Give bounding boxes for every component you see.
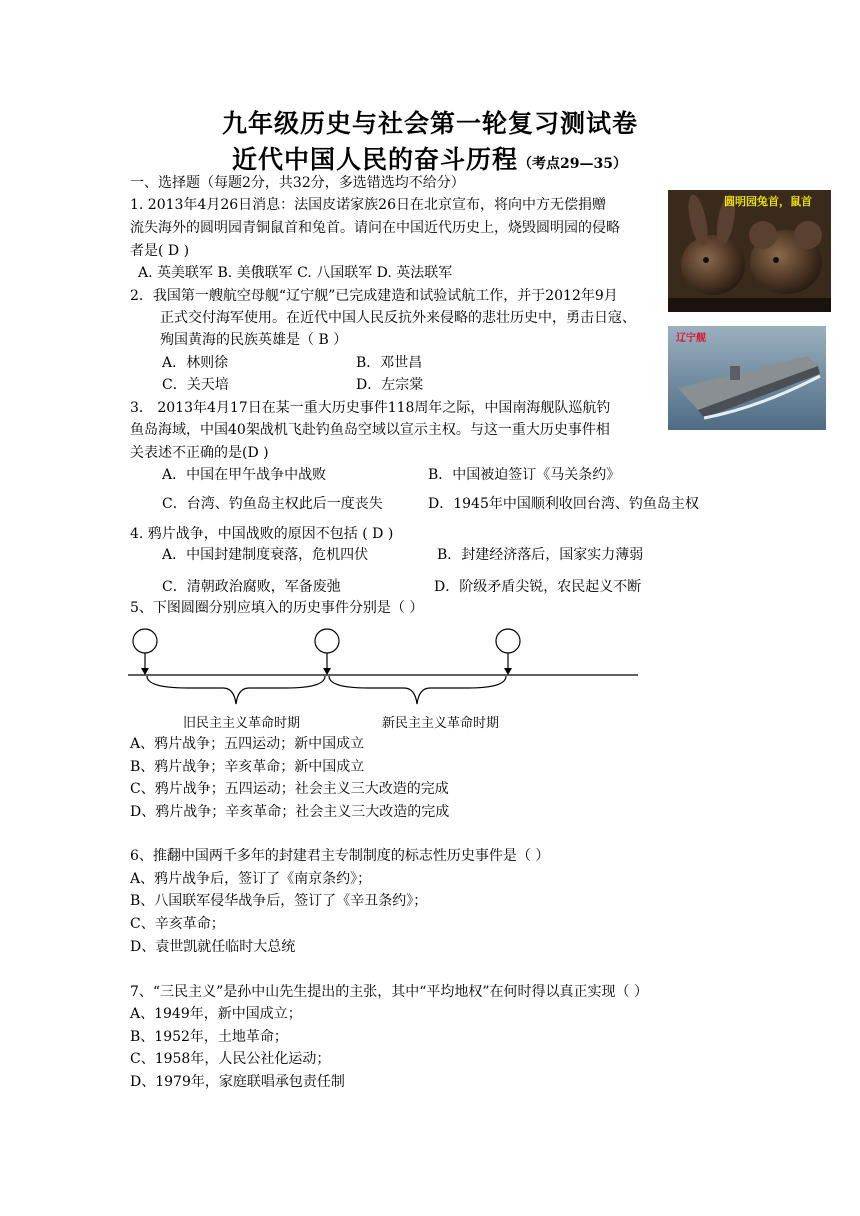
q7-line1: 7、“三民主义”是孙中山先生提出的主张，其中“平均地权”在何时得以真正实现（ ） [130, 984, 648, 1000]
q2-line3: 殉国黄海的民族英雄是（ B ） [160, 332, 348, 348]
q4-option-c: C．清朝政治腐败，军备废弛 [162, 579, 341, 595]
section-heading: 一、选择题（每题2分，共32分，多选错选均不给分） [130, 175, 465, 191]
q1-line1: 1. 2013年4月26日消息：法国皮诺家族26日在北京宣布，将向中方无偿捐赠 [130, 197, 606, 213]
q4-option-d: D．阶级矛盾尖锐，农民起义不断 [434, 579, 642, 595]
q2-line1: 2．我国第一艘航空母舰“辽宁舰”已完成建造和试验试航工作，并于2012年9月 [130, 288, 618, 304]
q5-option-c: C、鸦片战争；五四运动；社会主义三大改造的完成 [130, 781, 449, 797]
q3-line1: 3． 2013年4月17日在某一重大历史事件118周年之际，中国南海舰队巡航钓 [130, 400, 611, 416]
subtitle-text: 近代中国人民的奋斗历程 [232, 145, 519, 174]
q2-option-a: A．林则徐 [162, 355, 229, 371]
q1-line2: 流失海外的圆明园青铜鼠首和兔首。请问在中国近代历史上，烧毁圆明园的侵略 [130, 220, 620, 236]
q3-line3: 关表述不正确的是(D ) [130, 445, 269, 461]
q6-option-a: A、鸦片战争后，签订了《南京条约》； [130, 871, 372, 887]
q4-line1: 4. 鸦片战争，中国战败的原因不包括 ( D ) [130, 526, 394, 542]
label-new-democratic: 新民主主义革命时期 [382, 716, 500, 731]
q4-option-b: B．封建经济落后，国家实力薄弱 [437, 547, 644, 563]
q2-line2: 正式交付海军使用。在近代中国人民反抗外来侵略的悲壮历史中，勇击日寇、 [160, 310, 636, 326]
q2-option-c: C．关天培 [162, 377, 229, 393]
q6-option-b: B、八国联军侵华战争后，签订了《辛丑条约》； [130, 893, 428, 909]
carrier-caption: 辽宁舰 [676, 333, 706, 344]
q3-option-d: D．1945年中国顺利收回台湾、钓鱼岛主权 [428, 496, 699, 512]
carrier-photo [668, 326, 826, 430]
q7-option-a: A、1949年，新中国成立； [130, 1006, 302, 1022]
q6-line1: 6、推翻中国两千多年的封建君主专制制度的标志性历史事件是（ ） [130, 848, 550, 864]
page-title: 九年级历史与社会第一轮复习测试卷 [222, 109, 639, 138]
q7-option-d: D、1979年，家庭联唱承包责任制 [130, 1074, 345, 1090]
q1-options: A. 英美联军 B. 美俄联军 C. 八国联军 D. 英法联军 [138, 265, 453, 281]
q5-line1: 5、下图圆圈分别应填入的历史事件分别是（ ） [130, 600, 424, 616]
timeline-circle-1 [133, 629, 157, 653]
page-subtitle [232, 140, 627, 176]
brace-new [329, 676, 506, 704]
q6-option-c: C、辛亥革命； [130, 916, 225, 932]
zodiac-caption: 圆明园兔首，鼠首 [724, 195, 812, 208]
label-old-democratic: 旧民主主义革命时期 [183, 716, 301, 731]
q5-option-a: A、鸦片战争；五四运动；新中国成立 [130, 736, 365, 752]
q2-option-d: D．左宗棠 [356, 377, 424, 393]
timeline-diagram [128, 628, 648, 710]
q3-option-b: B．中国被迫签订《马关条约》 [428, 467, 621, 483]
q3-line2: 鱼岛海域，中国40架战机飞赴钓鱼岛空域以宣示主权。与这一重大历史事件相 [130, 422, 610, 438]
brace-old [147, 676, 325, 704]
subtitle-note: （考点29—35） [518, 156, 627, 172]
q3-option-c: C．台湾、钓鱼岛主权此后一度丧失 [162, 496, 383, 512]
q5-option-d: D、鸦片战争；辛亥革命；社会主义三大改造的完成 [130, 804, 450, 820]
q6-option-d: D、袁世凯就任临时大总统 [130, 939, 296, 955]
q5-option-b: B、鸦片战争；辛亥革命；新中国成立 [130, 759, 365, 775]
q7-option-b: B、1952年，土地革命； [130, 1029, 288, 1045]
q3-option-a: A．中国在甲午战争中战败 [162, 467, 327, 483]
q2-option-b: B．邓世昌 [356, 355, 423, 371]
q4-option-a: A．中国封建制度衰落，危机四伏 [162, 547, 369, 563]
q1-line3: 者是( D ) [130, 243, 190, 259]
timeline-circle-2 [315, 629, 339, 653]
q7-option-c: C、1958年，人民公社化运动； [130, 1051, 331, 1067]
timeline-circle-3 [496, 629, 520, 653]
zodiac-heads-photo [668, 190, 831, 312]
